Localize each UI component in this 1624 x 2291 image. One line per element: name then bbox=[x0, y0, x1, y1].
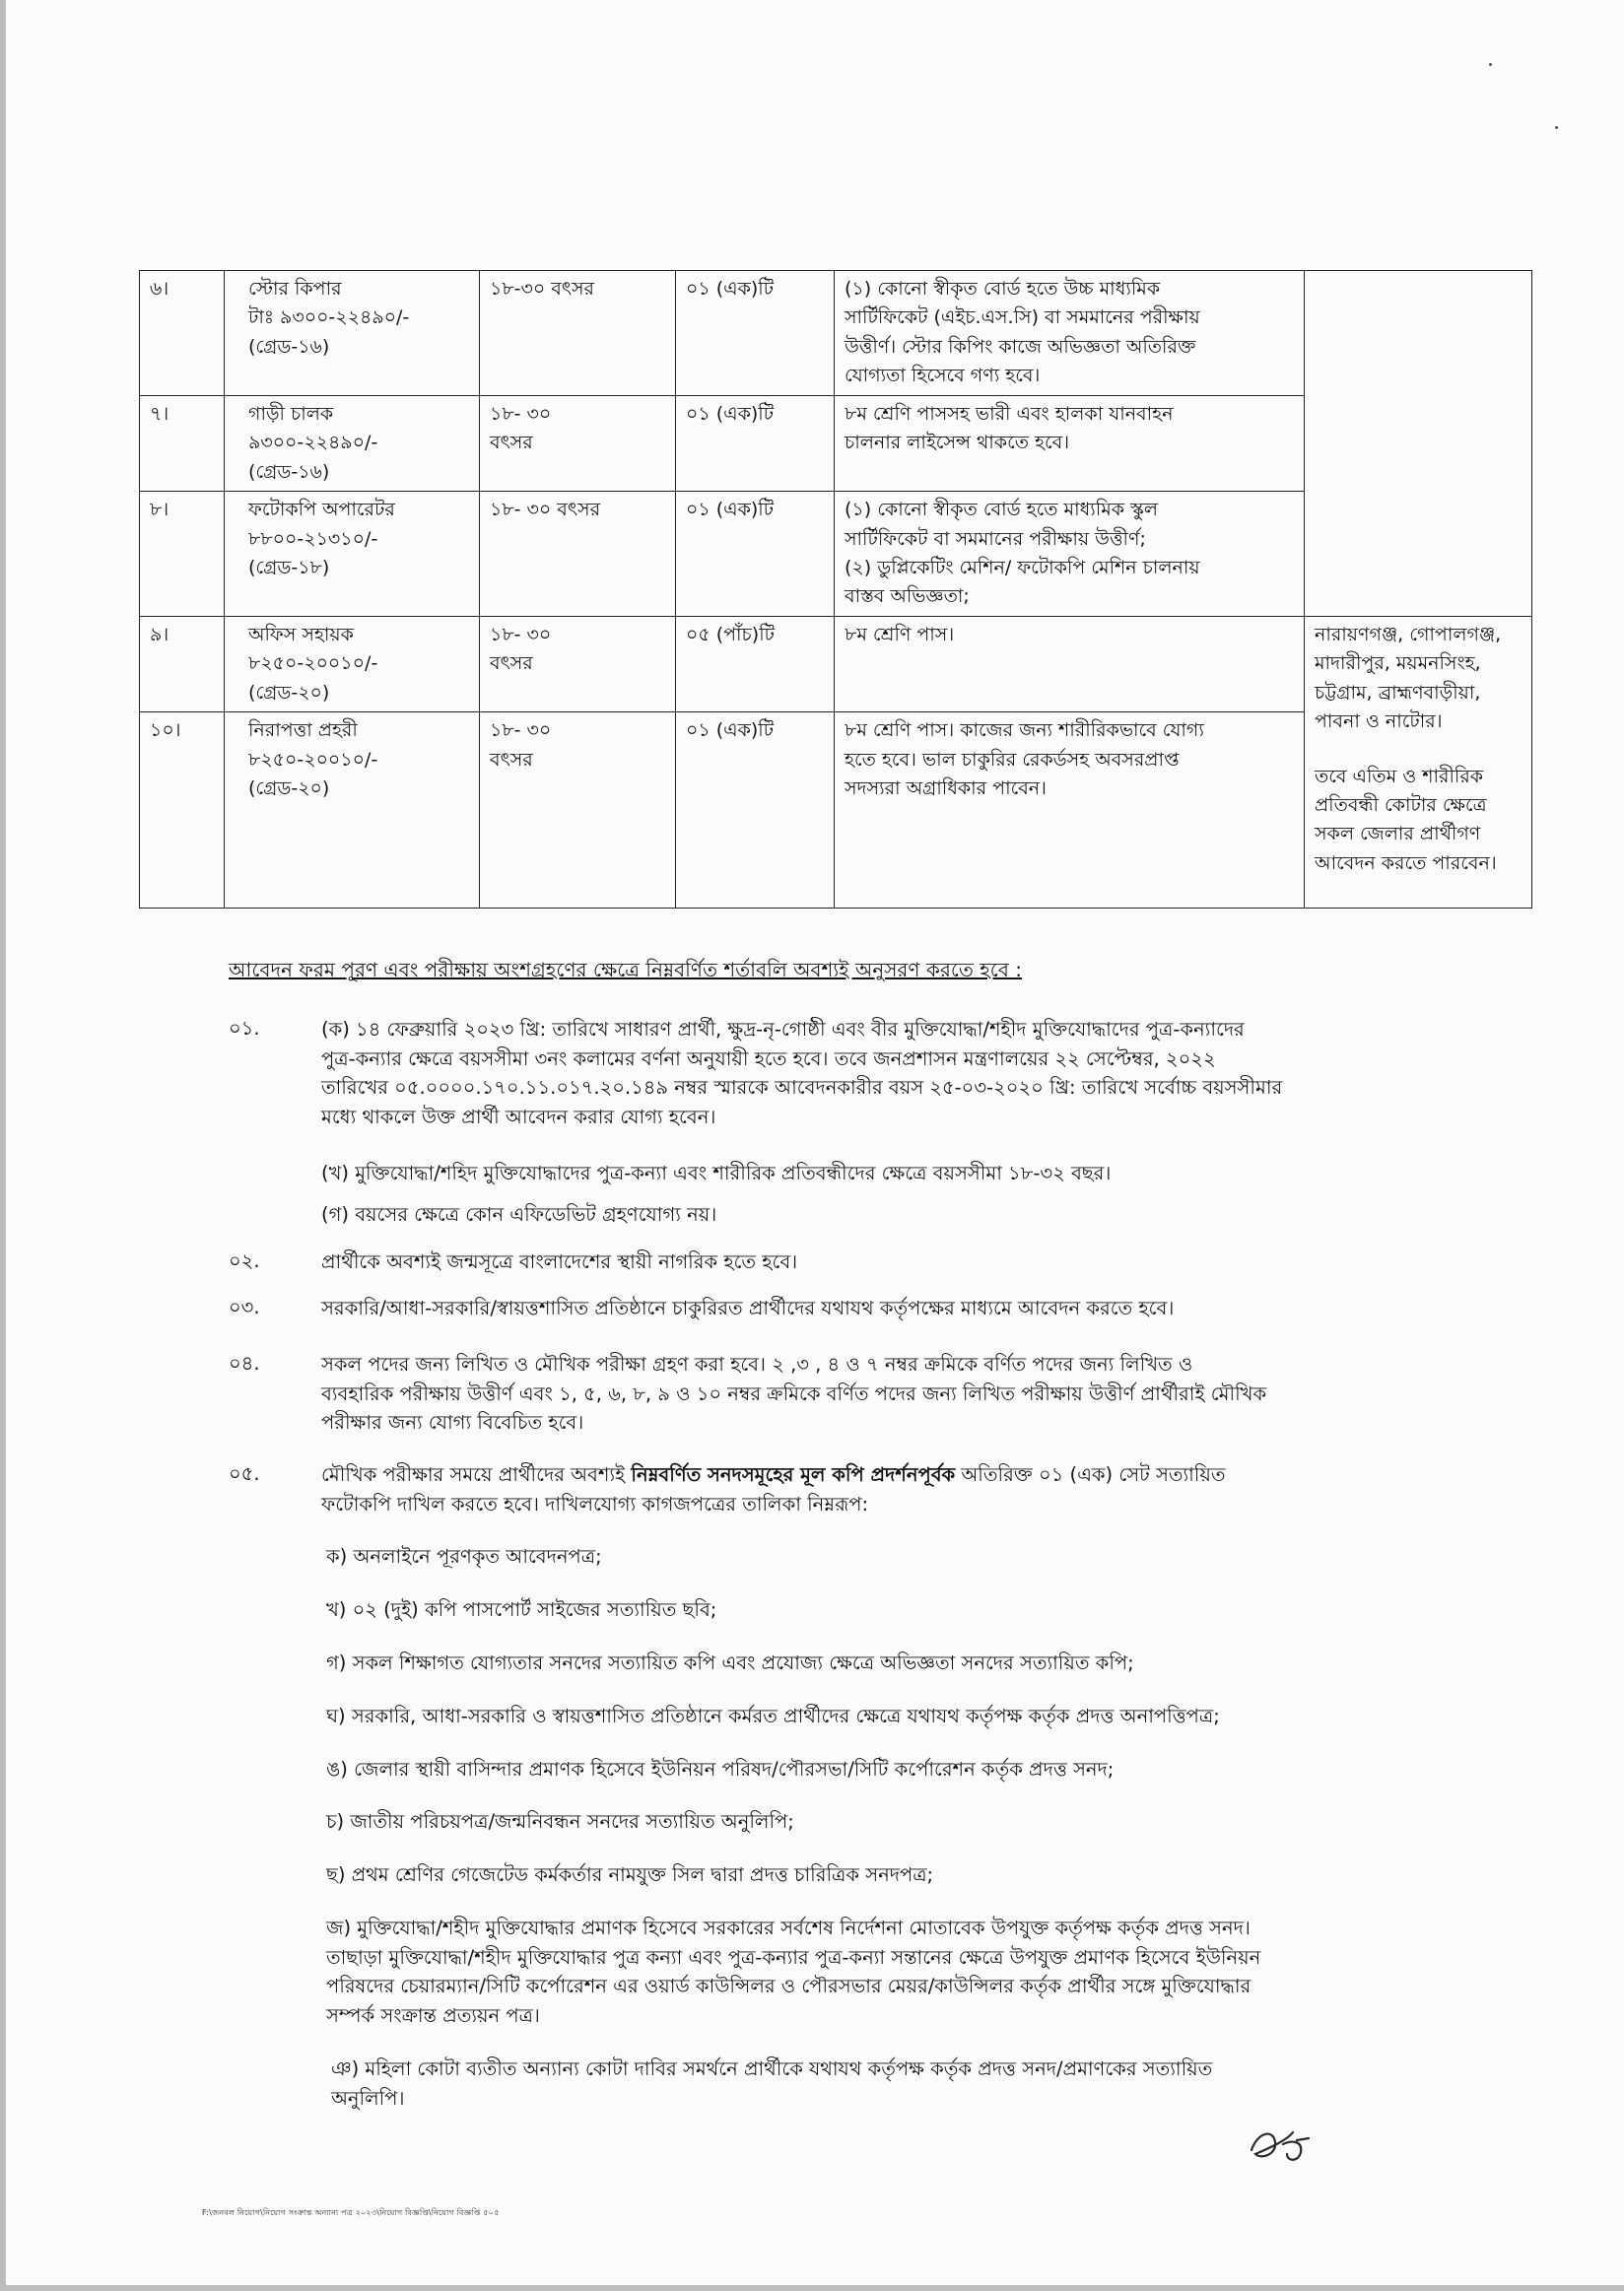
count-cell: ০১ (এক)টি bbox=[676, 271, 835, 396]
count-cell: ০১ (এক)টি bbox=[676, 712, 835, 909]
condition-number: ০৫. bbox=[229, 1462, 260, 1485]
qualification-cell bbox=[835, 712, 1305, 909]
grade: (গ্রেড-১৮) bbox=[248, 556, 330, 578]
document-item: গ) সকল শিক্ষাগত যোগ্যতার সনদের সত্যায়িত কপি এবং প্রযোজ্য ক্ষেত্রে অভিজ্ঞতা সনদের সত্যায়িত কপি; bbox=[326, 1651, 1134, 1674]
exception-line: তবে এতিম ও শারীরিক bbox=[1315, 765, 1484, 787]
post-name: অফিস সহায়ক bbox=[248, 623, 354, 645]
text-line: জ) মুক্তিযোদ্ধা/শহীদ মুক্তিযোদ্ধার প্রমাণক হিসেবে সরকারের সর্বশেষ নির্দেশনা মোতাবেক উপযুক্ত কর্তৃপক্ষ কর্তৃক প্রদত্ত সনদ। bbox=[326, 1917, 1251, 1939]
qualification-line: বাস্তব অভিজ্ঞতা; bbox=[845, 585, 970, 608]
exception-line: আবেদন করতে পারবেন। bbox=[1315, 851, 1497, 874]
age-limit: ১৮- ৩০ বৎসর bbox=[490, 499, 601, 521]
scan-edge-bottom bbox=[0, 2285, 1624, 2291]
spacer bbox=[1315, 737, 1522, 763]
text-line: ব্যবহারিক পরীক্ষায় উত্তীর্ণ এবং ১, ৫, ৬, ৮, ৯ ও ১০ নম্বর ক্রমিকে বর্ণিত পদের জন্য লিখিত পরীক্ষায় উত্তীর্ণ প্রার্থীরাই মৌখিক bbox=[321, 1381, 1267, 1405]
document-item-k bbox=[331, 2055, 1395, 2113]
pay-scale: ৮২৫০-২০০১০/- bbox=[248, 748, 378, 771]
text-line: তারিখের ০৫.০০০০.১৭০.১১.০১৭.২০.১৪৯ নম্বর স্মারকে আবেদনকারীর বয়স ২৫-০৩-২০২০ খ্রি: তারিখে সর্বোচ্চ বয়সসীমার bbox=[321, 1076, 1283, 1100]
table-row bbox=[140, 616, 1532, 711]
post-name: স্টোর কিপার bbox=[248, 278, 342, 300]
exception-line: সকল জেলার প্রার্থীগণ bbox=[1315, 823, 1481, 845]
text-line: সম্পর্ক সংক্রান্ত প্রত্যয়ন পত্র। bbox=[326, 2003, 540, 2027]
post-name: নিরাপত্তা প্রহরী bbox=[248, 719, 358, 742]
scan-speck bbox=[1489, 63, 1492, 66]
grade: (গ্রেড-১৬) bbox=[248, 460, 330, 483]
document-item: ক) অনলাইনে পূরণকৃত আবেদনপত্র; bbox=[326, 1545, 602, 1568]
district-cell bbox=[1305, 616, 1532, 908]
condition-1b: (খ) মুক্তিযোদ্ধা/শহিদ মুক্তিযোদ্ধাদের পুত্র-কন্যা এবং শারীরিক প্রতিবন্ধীদের ক্ষেত্রে বয়সসীমা ১৮-৩২ বছর। bbox=[321, 1162, 1112, 1184]
serial-cell: ৯। bbox=[140, 616, 225, 711]
condition-1a bbox=[321, 1015, 1395, 1132]
text-line: তাছাড়া মুক্তিযোদ্ধা/শহীদ মুক্তিযোদ্ধার পুত্র কন্যা এবং পুত্র-কন্যার পুত্র-কন্যা সন্তানের ক্ষেত্রে উপযুক্ত প্রমাণক হিসেবে ইউনিয়ন bbox=[326, 1945, 1261, 1969]
post-name-cell bbox=[225, 271, 480, 396]
serial-cell: ১০। bbox=[140, 712, 225, 909]
count-cell: ০৫ (পাঁচ)টি bbox=[676, 616, 835, 711]
post-name-cell bbox=[225, 616, 480, 711]
age-limit: ১৮- ৩০ bbox=[490, 719, 552, 742]
condition-2: প্রার্থীকে অবশ্যই জন্মসূত্রে বাংলাদেশের স্থায়ী নাগরিক হতে হবে। bbox=[321, 1250, 798, 1273]
text-line: ঞ) মহিলা কোটা ব্যতীত অন্যান্য কোটা দাবির সমর্থনে প্রার্থীকে যথাযথ কর্তৃপক্ষ কর্তৃক প্রদত্ত সনদ/প্রমাণকের সত্যায়িত bbox=[331, 2057, 1213, 2080]
qualification-cell bbox=[835, 616, 1305, 711]
text-line bbox=[321, 1460, 1395, 1490]
grade: (গ্রেড-২০) bbox=[248, 777, 330, 799]
serial-cell: ৭। bbox=[140, 395, 225, 491]
serial-cell: ৬। bbox=[140, 271, 225, 396]
condition-number: ০২. bbox=[229, 1249, 260, 1272]
pay-scale: টাঃ ৯৩০০-২২৪৯০/- bbox=[248, 306, 410, 329]
signature-initial bbox=[1244, 2111, 1322, 2174]
file-path-footer: F:\জনবল নিয়োগ\নিয়োগ সংক্রান্ত অন্যান্য পত্র ২০২৩\নিয়োগ বিজ্ঞপ্তি\নিয়োগ বিজ্ঞপ্তি ৫০৫ bbox=[202, 2208, 500, 2217]
age-cell bbox=[480, 712, 676, 909]
qualification-cell bbox=[835, 271, 1305, 396]
grade: (গ্রেড-২০) bbox=[248, 681, 330, 704]
age-unit: বৎসর bbox=[490, 432, 533, 454]
age-limit: ১৮-৩০ বৎসর bbox=[490, 278, 594, 300]
post-name-cell bbox=[225, 712, 480, 909]
text-line: মধ্যে থাকলে উক্ত প্রার্থী আবেদন করার যোগ্য হবেন। bbox=[321, 1105, 716, 1128]
age-limit: ১৮- ৩০ bbox=[490, 402, 552, 425]
scan-speck bbox=[1555, 126, 1558, 129]
serial-cell: ৮। bbox=[140, 492, 225, 617]
posts-table bbox=[139, 270, 1532, 909]
district-cell-empty bbox=[1305, 271, 1532, 617]
text-line: (ক) ১৪ ফেব্রুয়ারি ২০২৩ খ্রি: তারিখে সাধারণ প্রার্থী, ক্ষুদ্র-নৃ-গোষ্ঠী এবং বীর মুক্তিযোদ্ধা/শহীদ মুক্তিযোদ্ধাদের পুত্র-কন্যাদের bbox=[321, 1018, 1245, 1041]
age-unit: বৎসর bbox=[490, 652, 533, 675]
document-item: খ) ০২ (দুই) কপি পাসপোর্ট সাইজের সত্যায়িত ছবি; bbox=[326, 1598, 717, 1621]
qualification-line: ৮ম শ্রেণি পাস। bbox=[845, 623, 955, 645]
pay-scale: ৯৩০০-২২৪৯০/- bbox=[248, 432, 378, 454]
condition-number: ০১. bbox=[229, 1017, 260, 1040]
post-name-cell bbox=[225, 395, 480, 491]
conditions-heading: আবেদন ফরম পূরণ এবং পরীক্ষায় অংশগ্রহণের ক্ষেত্রে নিম্নবর্ণিত শর্তাবলি অবশ্যই অনুসরণ করতে হবে : bbox=[229, 958, 1023, 981]
qualification-cell bbox=[835, 492, 1305, 617]
exception-line: প্রতিবন্ধী কোটার ক্ষেত্রে bbox=[1315, 794, 1487, 816]
qualification-line: সদস্যরা অগ্রাধিকার পাবেন। bbox=[845, 777, 1047, 799]
district-line: নারায়ণগঞ্জ, গোপালগঞ্জ, bbox=[1315, 623, 1502, 645]
age-unit: বৎসর bbox=[490, 748, 533, 771]
condition-number: ০৩. bbox=[229, 1296, 260, 1318]
text-line: পুত্র-কন্যার ক্ষেত্রে বয়সসীমা ৩নং কলামের বর্ণনা অনুযায়ী হতে হবে। তবে জনপ্রশাসন মন্ত্রণালয়ের ২২ সেপ্টেম্বর, ২০২২ bbox=[321, 1046, 1216, 1070]
text-run: অতিরিক্ত ০১ (এক) সেট সত্যায়িত bbox=[955, 1463, 1226, 1486]
condition-3: সরকারি/আধা-সরকারি/স্বায়ত্তশাসিত প্রতিষ্ঠানে চাকুরিরত প্রার্থীদের যথাযথ কর্তৃপক্ষের মাধ্যমে আবেদন করতে হবে। bbox=[321, 1297, 1175, 1319]
document-item: চ) জাতীয় পরিচয়পত্র/জন্মনিবন্ধন সনদের সত্যায়িত অনুলিপি; bbox=[326, 1810, 794, 1833]
qualification-line: (১) কোনো স্বীকৃত বোর্ড হতে উচ্চ মাধ্যমিক bbox=[845, 278, 1161, 300]
age-cell bbox=[480, 492, 676, 617]
qualification-line: সার্টিফিকেট (এইচ.এস.সি) বা সমমানের পরীক্ষায় bbox=[845, 306, 1200, 329]
grade: (গ্রেড-১৬) bbox=[248, 335, 330, 358]
scan-edge-left bbox=[0, 0, 6, 2291]
qualification-line: উত্তীর্ণ। স্টোর কিপিং কাজে অভিজ্ঞতা অতিরিক্ত bbox=[845, 335, 1196, 358]
document-item: ঘ) সরকারি, আধা-সরকারি ও স্বায়ত্তশাসিত প্রতিষ্ঠানে কর্মরত প্রার্থীদের ক্ষেত্রে যথাযথ কর্তৃপক্ষ কর্তৃক প্রদত্ত অনাপত্তিপত্র; bbox=[326, 1705, 1220, 1727]
text-line: অনুলিপি। bbox=[331, 2086, 405, 2110]
qualification-line: হতে হবে। ভাল চাকুরির রেকর্ডসহ অবসরপ্রাপ্ত bbox=[845, 748, 1180, 771]
qualification-line: (২) ডুপ্লিকেটিং মেশিন/ ফটোকপি মেশিন চালনায় bbox=[845, 556, 1200, 578]
bold-text: নিম্নবর্ণিত সনদসমূহের মূল কপি প্রদর্শনপূর্বক bbox=[631, 1463, 956, 1486]
age-limit: ১৮- ৩০ bbox=[490, 623, 552, 645]
qualification-line: (১) কোনো স্বীকৃত বোর্ড হতে মাধ্যমিক স্কুল bbox=[845, 499, 1158, 521]
qualification-line: যোগ্যতা হিসেবে গণ্য হবে। bbox=[845, 365, 1041, 387]
qualification-line: ৮ম শ্রেণি পাস। কাজের জন্য শারীরিকভাবে যোগ্য bbox=[845, 719, 1204, 742]
text-line: পরিষদের চেয়ারম্যান/সিটি কর্পোরেশন এর ওয়ার্ড কাউন্সিলর ও পৌরসভার মেয়র/কাউন্সিলর কর্তৃক প্রার্থীর সঙ্গে মুক্তিযোদ্ধার bbox=[326, 1975, 1252, 1998]
count-cell: ০১ (এক)টি bbox=[676, 395, 835, 491]
age-cell bbox=[480, 616, 676, 711]
district-line: মাদারীপুর, ময়মনসিংহ, bbox=[1315, 652, 1481, 675]
age-cell bbox=[480, 395, 676, 491]
document-item: ছ) প্রথম শ্রেণির গেজেটেড কর্মকর্তার নামযুক্ত সিল দ্বারা প্রদত্ত চারিত্রিক সনদপত্র; bbox=[326, 1863, 934, 1886]
post-name: গাড়ী চালক bbox=[248, 402, 334, 425]
count-cell: ০১ (এক)টি bbox=[676, 492, 835, 617]
condition-4 bbox=[321, 1350, 1395, 1438]
condition-number: ০৪. bbox=[229, 1352, 260, 1375]
text-run: মৌখিক পরীক্ষার সময়ে প্রার্থীদের অবশ্যই bbox=[321, 1463, 632, 1486]
table-row bbox=[140, 271, 1532, 396]
document-item-j bbox=[326, 1914, 1395, 2031]
pay-scale: ৮২৫০-২০০১০/- bbox=[248, 652, 378, 675]
post-name: ফটোকপি অপারেটর bbox=[248, 499, 395, 521]
text-line: সকল পদের জন্য লিখিত ও মৌখিক পরীক্ষা গ্রহণ করা হবে। ২ ,৩ , ৪ ও ৭ নম্বর ক্রমিকে বর্ণিত পদের জন্য লিখিত ও bbox=[321, 1353, 1193, 1376]
qualification-cell bbox=[835, 395, 1305, 491]
district-line: পাবনা ও নাটোর। bbox=[1315, 710, 1443, 733]
post-name-cell bbox=[225, 492, 480, 617]
age-cell bbox=[480, 271, 676, 396]
condition-5-intro bbox=[321, 1460, 1395, 1518]
text-line: ফটোকপি দাখিল করতে হবে। দাখিলযোগ্য কাগজপত্রের তালিকা নিম্নরূপ: bbox=[321, 1492, 869, 1516]
qualification-line: চালনার লাইসেন্স থাকতে হবে। bbox=[845, 432, 1070, 454]
qualification-line: সার্টিফিকেট বা সমমানের পরীক্ষায় উত্তীর্ণ; bbox=[845, 527, 1146, 550]
text-line: পরীক্ষার জন্য যোগ্য বিবেচিত হবে। bbox=[321, 1411, 584, 1435]
pay-scale: ৮৮০০-২১৩১০/- bbox=[248, 527, 378, 550]
district-line: চট্টগ্রাম, ব্রাহ্মণবাড়ীয়া, bbox=[1315, 681, 1481, 704]
condition-1c: (গ) বয়সের ক্ষেত্রে কোন এফিডেভিট গ্রহণযোগ্য নয়। bbox=[321, 1203, 717, 1226]
qualification-line: ৮ম শ্রেণি পাসসহ ভারী এবং হালকা যানবাহন bbox=[845, 402, 1174, 425]
document-item: ঙ) জেলার স্থায়ী বাসিন্দার প্রমাণক হিসেবে ইউনিয়ন পরিষদ/পৌরসভা/সিটি কর্পোরেশন কর্তৃক প্রদত্ত সনদ; bbox=[326, 1758, 1115, 1781]
